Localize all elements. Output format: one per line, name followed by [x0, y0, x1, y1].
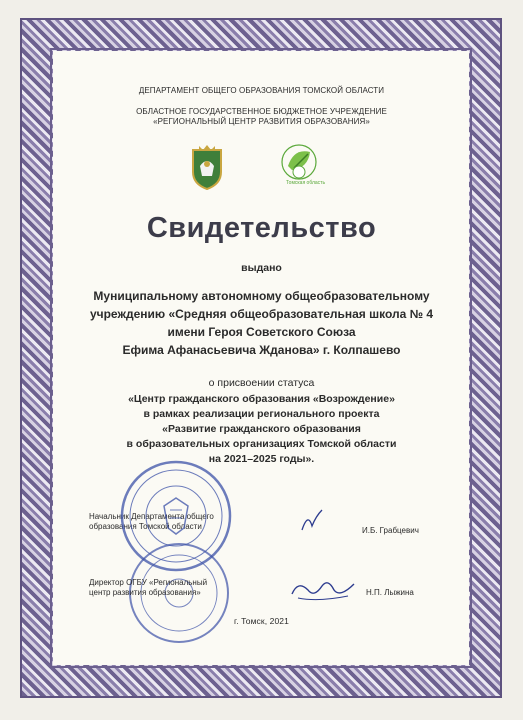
status-line-2: «Центр гражданского образования «Возрождение»: [128, 393, 395, 405]
coat-of-arms-icon: [189, 144, 225, 190]
head-signature-icon: [298, 508, 326, 534]
institution-line-2: «РЕГИОНАЛЬНЫЙ ЦЕНТР РАЗВИТИЯ ОБРАЗОВАНИЯ»: [153, 117, 370, 126]
head-name: И.Б. Грабцевич: [362, 526, 419, 535]
certificate-title: Свидетельство: [146, 212, 377, 244]
director-role-line-1: Директор ОГБУ «Региональный: [89, 578, 208, 587]
director-name: Н.П. Лыжина: [366, 588, 414, 597]
recipient-line-2: учреждению «Средняя общеобразовательная школа № 4: [89, 307, 434, 321]
place-date: г. Томск, 2021: [234, 616, 289, 626]
director-role-line-2: центр развития образования»: [89, 588, 201, 597]
certificate-paper: [53, 51, 469, 665]
status-line-5: в образовательных организациях Томской области: [126, 438, 397, 450]
recipient-line-3: имени Героя Советского Союза: [167, 325, 356, 339]
director-signature-icon: [288, 576, 358, 606]
status-line-4: «Развитие гражданского образования: [162, 423, 361, 435]
recipient-line-1: Муниципальному автономному общеобразовательному: [93, 289, 430, 303]
status-line-3: в рамках реализации регионального проекта: [143, 408, 380, 420]
head-role-line-2: образования Томской области: [89, 522, 202, 531]
recipient-line-4: Ефима Афанасьевича Жданова» г. Колпашево: [122, 343, 401, 357]
status-line-1: о присвоении статуса: [208, 377, 315, 389]
issued-label: выдано: [241, 262, 282, 274]
logo-caption: Томская область: [286, 180, 326, 186]
head-role-line-1: Начальник Департамента общего: [89, 512, 214, 521]
department-heading: ДЕПАРТАМЕНТ ОБЩЕГО ОБРАЗОВАНИЯ ТОМСКОЙ ОБЛАСТИ: [138, 86, 385, 95]
status-line-6: на 2021–2025 годы».: [208, 453, 315, 465]
institution-line-1: ОБЛАСТНОЕ ГОСУДАРСТВЕННОЕ БЮДЖЕТНОЕ УЧРЕЖДЕНИЕ: [136, 107, 387, 116]
